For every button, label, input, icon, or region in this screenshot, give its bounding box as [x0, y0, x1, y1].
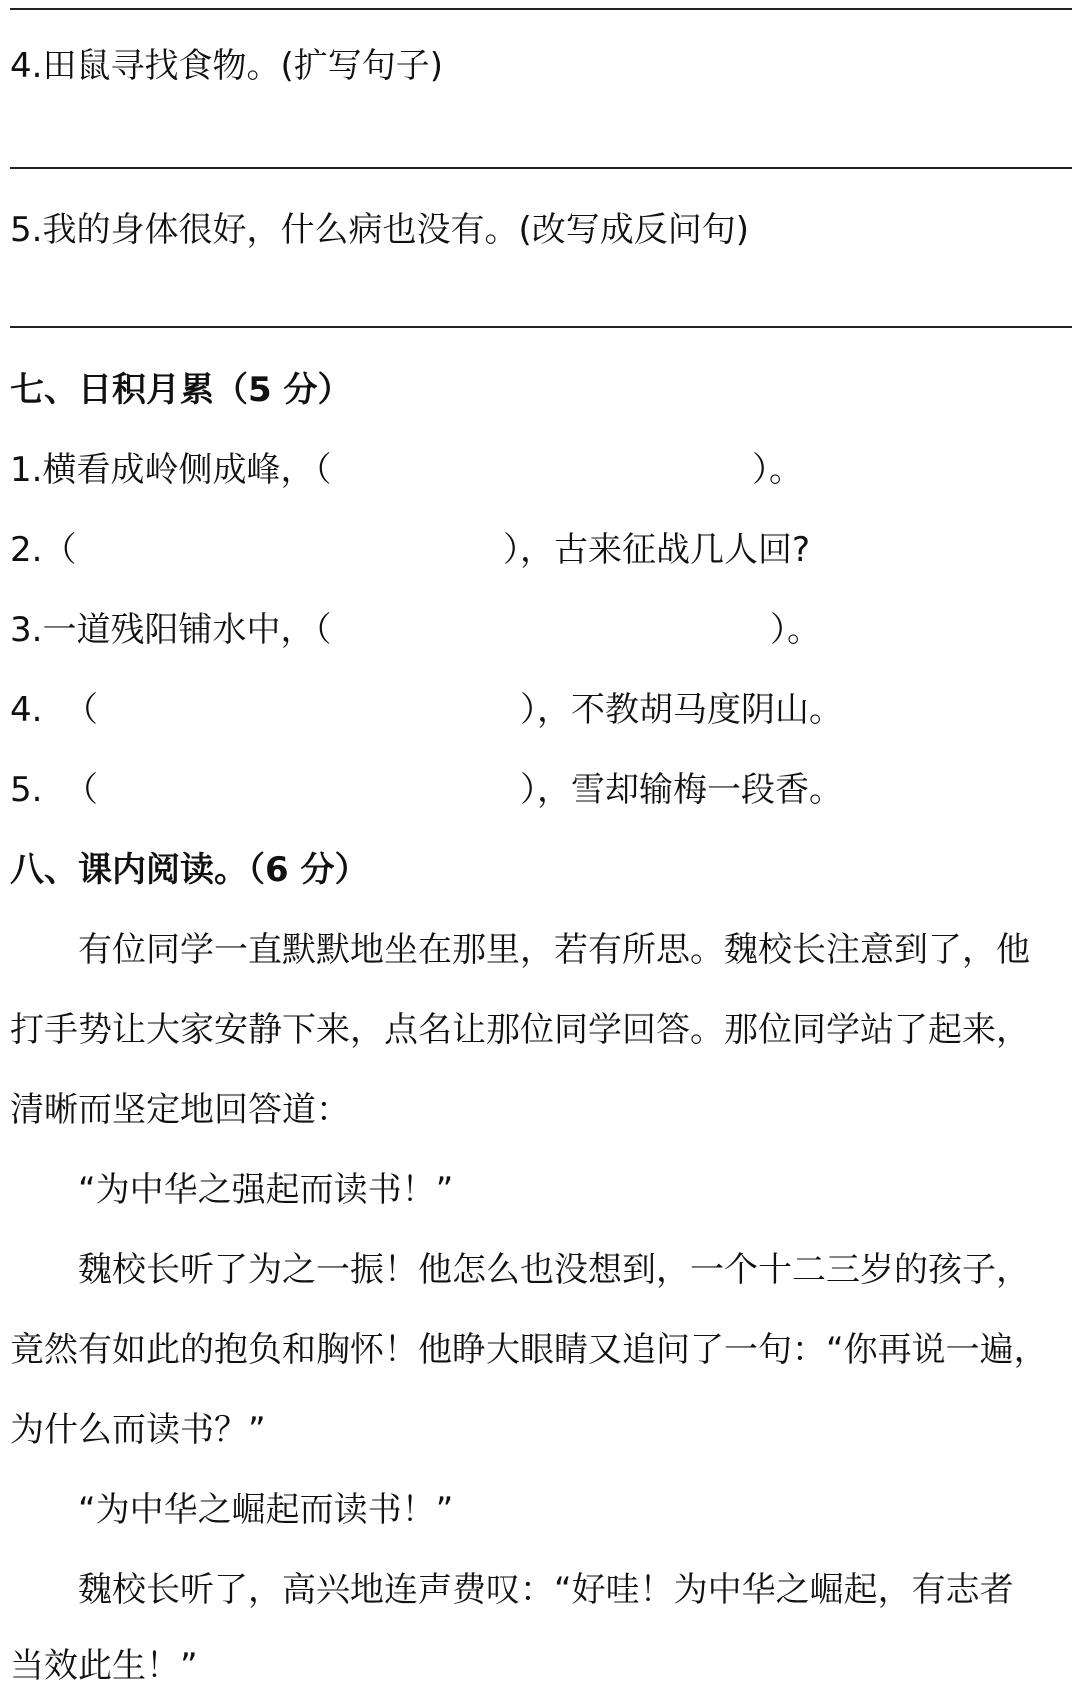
- poem-item-4-suffix: ），不教胡马度阴山。: [520, 690, 843, 730]
- poem-item-1-prefix: 1.横看成岭侧成峰，（: [10, 450, 332, 490]
- poem-item-5-prefix: 5. （: [10, 770, 99, 810]
- answer-line-6-5: [10, 326, 1072, 328]
- reading-line-2: 打手势让大家安静下来，点名让那位同学回答。那位同学站了起来，: [10, 1010, 1030, 1050]
- reading-line-7: 为什么而读书？”: [10, 1410, 266, 1450]
- reading-line-3: 清晰而坚定地回答道：: [10, 1090, 350, 1130]
- poem-item-2-suffix: ），古来征战几人回?: [503, 530, 811, 570]
- answer-line-top: [10, 8, 1072, 10]
- poem-item-3-prefix: 3.一道残阳铺水中，（: [10, 610, 332, 650]
- question-6-5: 5.我的身体很好，什么病也没有。(改写成反问句): [10, 210, 749, 250]
- section-7-heading: 七、日积月累（5 分）: [10, 370, 352, 410]
- question-6-4: 4.田鼠寻找食物。(扩写句子): [10, 46, 443, 86]
- poem-item-2-prefix: 2.（: [10, 530, 77, 570]
- reading-line-5: 魏校长听了为之一振！他怎么也没想到，一个十二三岁的孩子，: [10, 1250, 1030, 1290]
- reading-line-4: “为中华之强起而读书！”: [10, 1170, 454, 1210]
- section-8-heading: 八、课内阅读。（6 分）: [10, 850, 369, 890]
- reading-line-1: 有位同学一直默默地坐在那里，若有所思。魏校长注意到了，他: [10, 930, 1030, 970]
- poem-item-3-suffix: ）。: [770, 610, 821, 650]
- poem-item-1-suffix: ）。: [752, 450, 803, 490]
- poem-item-5-suffix: ），雪却输梅一段香。: [520, 770, 843, 810]
- answer-line-6-4: [10, 167, 1072, 169]
- reading-line-8: “为中华之崛起而读书！”: [10, 1490, 454, 1530]
- poem-item-4-prefix: 4. （: [10, 690, 99, 730]
- reading-line-6: 竟然有如此的抱负和胸怀！他睁大眼睛又追问了一句：“你再说一遍，: [10, 1330, 1048, 1370]
- reading-line-10: 当效此生！”: [10, 1646, 198, 1686]
- reading-line-9: 魏校长听了，高兴地连声费叹：“好哇！为中华之崛起，有志者: [10, 1570, 1014, 1610]
